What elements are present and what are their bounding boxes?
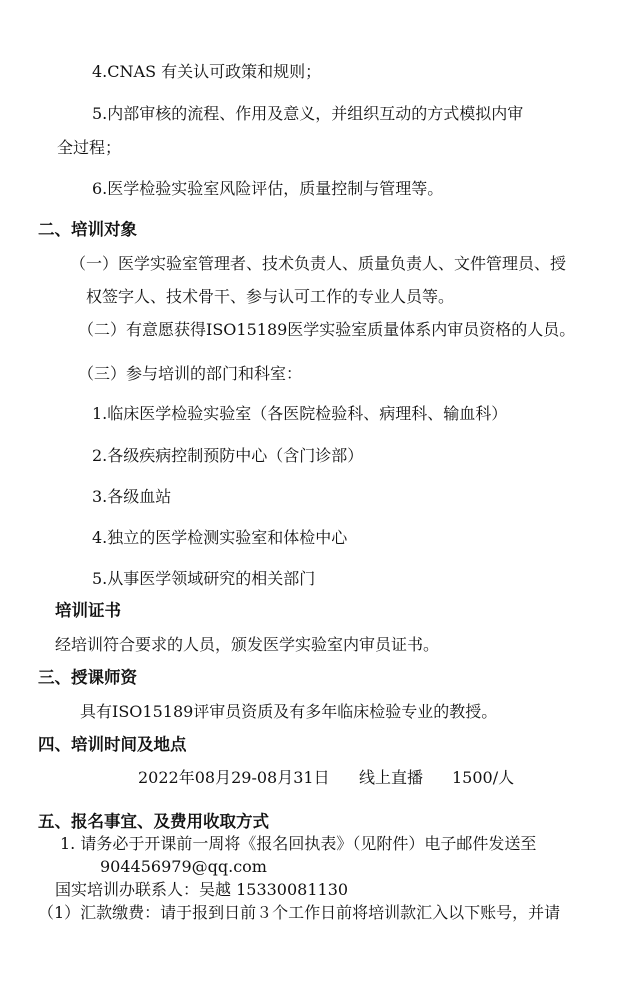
email-text: 904456979@qq.com bbox=[100, 857, 267, 876]
list-item: 3.各级血站 bbox=[92, 487, 172, 506]
list-item: 6.医学检验实验室风险评估，质量控制与管理等。 bbox=[92, 179, 444, 198]
list-item: 1.临床医学检验实验室（各医院检验科、病理科、输血科） bbox=[92, 404, 508, 423]
paragraph: （一）医学实验室管理者、技术负责人、质量负责人、文件管理员、授 bbox=[70, 254, 567, 273]
training-fee: 1500/人 bbox=[452, 768, 515, 787]
section-heading: 三、授课师资 bbox=[38, 668, 137, 687]
section-heading: 二、培训对象 bbox=[38, 220, 137, 239]
paragraph: 1. 请务必于开课前一周将《报名回执表》（见附件）电子邮件发送至 bbox=[60, 834, 537, 853]
paragraph: 具有ISO15189评审员资质及有多年临床检验专业的教授。 bbox=[80, 702, 498, 721]
paragraph: （二）有意愿获得ISO15189医学实验室质量体系内审员资格的人员。 bbox=[78, 320, 576, 339]
list-item-continuation: 全过程； bbox=[57, 138, 122, 157]
training-mode: 线上直播 bbox=[359, 768, 424, 787]
list-item: 5.从事医学领域研究的相关部门 bbox=[92, 569, 316, 588]
section-heading: 四、培训时间及地点 bbox=[38, 735, 187, 754]
section-heading: 培训证书 bbox=[55, 601, 121, 620]
list-item: 2.各级疾病控制预防中心（含门诊部） bbox=[92, 446, 364, 465]
section-heading: 五、报名事宜、及费用收取方式 bbox=[38, 812, 269, 831]
paragraph: 经培训符合要求的人员，颁发医学实验室内审员证书。 bbox=[55, 635, 440, 654]
paragraph: （三）参与培训的部门和科室： bbox=[78, 364, 303, 383]
paragraph-continuation: 权签字人、技术骨干、参与认可工作的专业人员等。 bbox=[86, 287, 455, 306]
contact-text: 国实培训办联系人：吴越 15330081130 bbox=[55, 880, 349, 899]
training-date: 2022年08月29-08月31日 bbox=[138, 768, 330, 787]
list-item: 4.独立的医学检测实验室和体检中心 bbox=[92, 528, 348, 547]
list-item: 4.CNAS 有关认可政策和规则； bbox=[92, 62, 322, 81]
list-item: 5.内部审核的流程、作用及意义，并组织互动的方式模拟内审 bbox=[92, 104, 524, 123]
paragraph: （1）汇款缴费：请于报到日前３个工作日前将培训款汇入以下账号，并请 bbox=[38, 903, 561, 922]
